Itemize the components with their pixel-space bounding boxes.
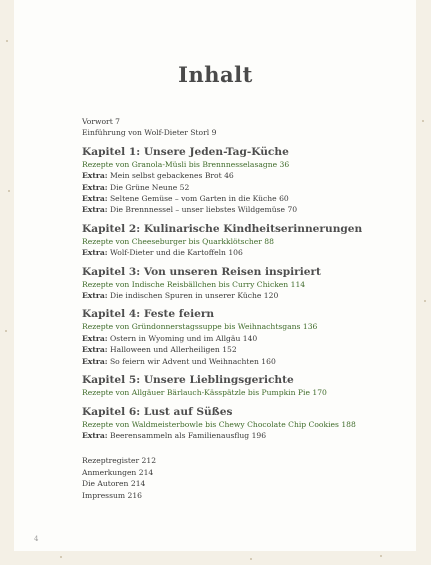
extra-entry[interactable] <box>82 204 402 215</box>
chapter-recipes-entry[interactable] <box>82 159 402 170</box>
extra-label: Extra: <box>82 333 108 343</box>
paper-speck <box>6 40 8 42</box>
recipes-page: 188 <box>341 419 356 429</box>
recipes-page: 36 <box>279 159 290 169</box>
extra-text: Ostern in Wyoming und im Allgäu <box>109 333 241 343</box>
extra-page: 106 <box>228 248 243 258</box>
extra-text: Die Brennnessel – unser liebstes Wildgemüse <box>109 205 286 215</box>
recipes-text: Rezepte von Granola-Müsli bis Brennnesselasagne <box>82 159 278 169</box>
appendix-page: 214 <box>130 479 146 489</box>
chapter-recipes-entry[interactable] <box>82 321 402 332</box>
toc-entry[interactable] <box>82 116 402 127</box>
extra-page: 70 <box>287 205 298 215</box>
recipes-page: 170 <box>312 388 327 398</box>
recipes-text: Rezepte von Indische Reisbällchen bis Curry Chicken <box>82 279 289 289</box>
extra-label: Extra: <box>82 356 108 366</box>
extra-text: Halloween und Allerheiligen <box>109 345 220 355</box>
paper-speck <box>422 120 424 122</box>
recipes-text: Rezepte von Gründonnerstagssuppe bis Weihnachtsgans <box>82 322 301 332</box>
extra-label: Extra: <box>82 291 108 301</box>
recipes-page: 114 <box>290 279 306 289</box>
toc-entry-page: 9 <box>211 128 217 138</box>
appendix-text: Rezeptregister <box>82 456 140 466</box>
chapter-recipes-entry[interactable] <box>82 279 402 290</box>
extra-entry[interactable] <box>82 356 402 367</box>
table-of-contents <box>82 116 402 501</box>
appendix-entry[interactable] <box>82 490 402 501</box>
appendix-entry[interactable] <box>82 478 402 489</box>
extra-label: Extra: <box>82 171 108 181</box>
extra-text: Mein selbst gebackenes Brot <box>109 171 222 181</box>
recipes-text: Rezepte von Allgäuer Bärlauch-Kässpätzle bis Pumpkin Pie <box>82 388 310 398</box>
page-number: 4 <box>34 535 39 543</box>
toc-entry-text: Vorwort <box>82 117 113 126</box>
appendix-text: Anmerkungen <box>82 467 137 477</box>
chapter-heading[interactable]: Kapitel 1: Unsere Jeden-Tag-Küche <box>82 145 289 158</box>
recipes-text: Rezepte von Cheeseburger bis Quarkklötscher <box>82 236 262 246</box>
appendix-page: 212 <box>141 456 157 466</box>
extra-page: 46 <box>224 171 234 181</box>
chapter-heading[interactable]: Kapitel 5: Unsere Lieblingsgerichte <box>82 374 294 387</box>
chapter-recipes-entry[interactable] <box>82 419 402 430</box>
appendix-entry[interactable] <box>82 455 402 466</box>
extra-entry[interactable] <box>82 182 402 193</box>
paper-speck <box>8 190 10 192</box>
extra-entry[interactable] <box>82 193 402 204</box>
paper-speck <box>5 330 7 332</box>
extra-page: 160 <box>261 356 276 366</box>
appendix-text: Impressum <box>82 490 126 500</box>
extra-label: Extra: <box>82 430 108 440</box>
extra-text: So feiern wir Advent und Weihnachten <box>109 356 259 366</box>
extra-entry[interactable] <box>82 344 402 355</box>
extra-text: Die indischen Spuren in unserer Küche <box>109 291 262 301</box>
extra-entry[interactable] <box>82 290 402 301</box>
extra-page: 52 <box>179 182 190 192</box>
recipes-page: 88 <box>264 236 274 246</box>
paper-speck <box>60 556 62 558</box>
appendix-text: Die Autoren <box>82 479 129 489</box>
extra-entry[interactable] <box>82 333 402 344</box>
appendix-page: 216 <box>127 490 142 500</box>
toc-entry-page: 7 <box>115 117 121 126</box>
extra-entry[interactable] <box>82 430 402 441</box>
extra-text: Beerensammeln als Familienausflug <box>109 430 250 440</box>
extra-label: Extra: <box>82 182 108 192</box>
extra-page: 120 <box>263 291 279 301</box>
chapter-heading[interactable]: Kapitel 2: Kulinarische Kindheitserinnerungen <box>82 222 363 235</box>
recipes-page: 136 <box>302 322 318 332</box>
extra-entry[interactable] <box>82 170 402 181</box>
chapter-heading[interactable]: Kapitel 6: Lust auf Süßes <box>82 405 233 418</box>
chapter-recipes-entry[interactable] <box>82 236 402 247</box>
extra-text: Wolf-Dieter und die Kartoffeln <box>109 248 226 258</box>
extra-label: Extra: <box>82 345 108 355</box>
appendix-page: 214 <box>138 467 154 477</box>
extra-text: Seltene Gemüse – vom Garten in die Küche <box>109 194 277 204</box>
paper-speck <box>250 558 252 560</box>
toc-entry-text: Einführung von Wolf-Dieter Storl <box>82 128 210 138</box>
extra-page: 152 <box>222 345 237 355</box>
chapter-heading[interactable]: Kapitel 3: Von unseren Reisen inspiriert <box>82 265 321 278</box>
extra-page: 60 <box>279 194 289 204</box>
paper-speck <box>380 555 382 557</box>
appendix-entry[interactable] <box>82 467 402 478</box>
paper-speck <box>424 300 426 302</box>
extra-label: Extra: <box>82 205 108 215</box>
chapter-heading[interactable]: Kapitel 4: Feste feiern <box>82 308 215 321</box>
extra-label: Extra: <box>82 248 108 258</box>
extra-page: 140 <box>242 333 258 343</box>
extra-text: Die Grüne Neune <box>109 182 178 192</box>
toc-entry[interactable] <box>82 127 402 138</box>
chapter-recipes-entry[interactable] <box>82 387 402 398</box>
extra-entry[interactable] <box>82 247 402 258</box>
extra-page: 196 <box>251 430 267 440</box>
recipes-text: Rezepte von Waldmeisterbowle bis Chewy Chocolate Chip Cookies <box>82 419 339 429</box>
page-title: Inhalt <box>178 62 253 87</box>
extra-label: Extra: <box>82 194 108 204</box>
